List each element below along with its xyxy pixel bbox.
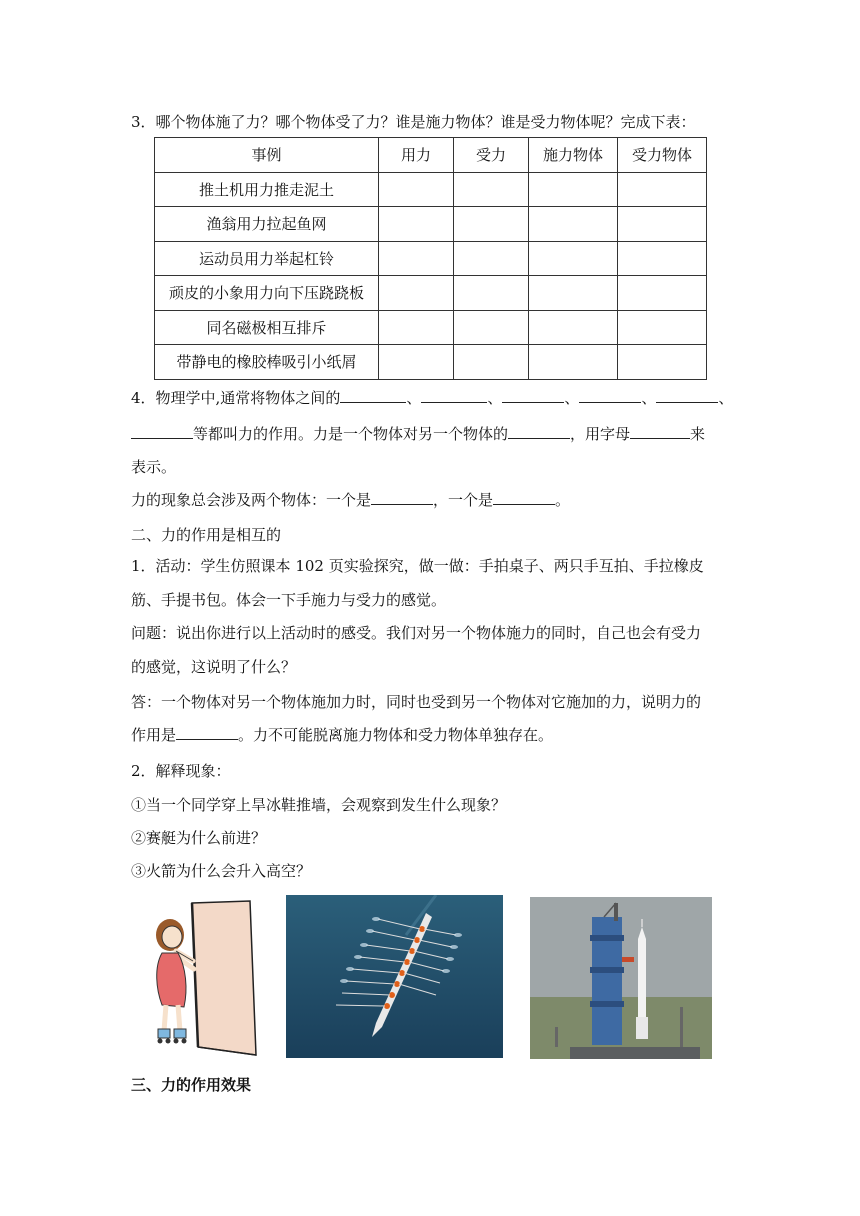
table-row xyxy=(155,241,707,276)
table-cell-example: 渔翁用力拉起鱼网 xyxy=(155,207,379,242)
table-cell-answer[interactable] xyxy=(454,241,529,276)
fill-blank[interactable] xyxy=(371,490,433,505)
table-cell-example: 带静电的橡胶棒吸引小纸屑 xyxy=(155,345,379,380)
fill-blank[interactable] xyxy=(421,388,487,403)
q4-text: 4．物理学中,通常将物体之间的 xyxy=(131,389,341,407)
table-cell-answer[interactable] xyxy=(529,172,618,207)
table-cell-answer[interactable] xyxy=(379,241,454,276)
separator: 、 xyxy=(641,389,657,407)
table-cell-answer[interactable] xyxy=(454,207,529,242)
table-cell-answer[interactable] xyxy=(379,172,454,207)
q4-line-3: 表示。 xyxy=(131,458,177,476)
table-row xyxy=(155,345,707,380)
answer-line-2 xyxy=(131,725,553,745)
table-cell-answer[interactable] xyxy=(529,207,618,242)
separator: 、 xyxy=(564,389,580,407)
fill-blank[interactable] xyxy=(131,424,193,439)
q4-text: 力的现象总会涉及两个物体：一个是 xyxy=(131,491,372,509)
table-cell-example: 顽皮的小象用力向下压跷跷板 xyxy=(155,276,379,311)
table-cell-example: 运动员用力举起杠铃 xyxy=(155,241,379,276)
q4-text: ，一个是 xyxy=(433,491,494,509)
table-header-cell: 事例 xyxy=(155,138,379,173)
answer-line-1: 答：一个物体对另一个物体施加力时，同时也受到另一个物体对它施加的力，说明力的 xyxy=(131,693,702,711)
table-header-row xyxy=(155,138,707,173)
table-cell-answer[interactable] xyxy=(379,207,454,242)
table-cell-answer[interactable] xyxy=(618,345,707,380)
question-line-1: 问题：说出你进行以上活动时的感受。我们对另一个物体施力的同时，自己也会有受力 xyxy=(131,624,702,642)
table-cell-answer[interactable] xyxy=(379,276,454,311)
q4-text: 来 xyxy=(690,425,706,443)
table-header-cell: 用力 xyxy=(379,138,454,173)
table-row xyxy=(155,310,707,345)
activity-line-1: 1．活动：学生仿照课本 102 页实验探究，做一做：手拍桌子、两只手互拍、手拉橡皮 xyxy=(131,557,704,575)
rocket-launch-tower-photo xyxy=(530,897,712,1059)
q4-line-2 xyxy=(131,424,705,444)
q4-text: ，用字母 xyxy=(570,425,631,443)
explain-item-3: ③火箭为什么会升入高空？ xyxy=(131,862,312,880)
separator: 、 xyxy=(406,389,422,407)
section3-title: 三、力的作用效果 xyxy=(131,1076,252,1094)
fill-blank[interactable] xyxy=(176,725,238,740)
explain-item-1: ①当一个同学穿上旱冰鞋推墙，会观察到发生什么现象？ xyxy=(131,796,507,814)
q4-text: 。 xyxy=(555,491,571,509)
explain-title: 2．解释现象： xyxy=(131,762,231,780)
fill-blank[interactable] xyxy=(493,490,555,505)
table-cell-answer[interactable] xyxy=(454,345,529,380)
answer-text: 。力不可能脱离施力物体和受力物体单独存在。 xyxy=(238,726,554,744)
table-cell-answer[interactable] xyxy=(618,310,707,345)
table-header-cell: 受力物体 xyxy=(618,138,707,173)
table-header-cell: 施力物体 xyxy=(529,138,618,173)
separator: 、 xyxy=(487,389,503,407)
table-cell-answer[interactable] xyxy=(618,276,707,311)
table-cell-answer[interactable] xyxy=(618,172,707,207)
activity-line-2: 筋、手提书包。体会一下手施力与受力的感觉。 xyxy=(131,591,447,609)
separator: 、 xyxy=(718,389,734,407)
answer-text: 作用是 xyxy=(131,726,177,744)
girl-pushing-wall-illustration xyxy=(148,897,260,1059)
table-cell-answer[interactable] xyxy=(454,310,529,345)
question-line-2: 的感觉，这说明了什么？ xyxy=(131,658,297,676)
table-cell-answer[interactable] xyxy=(379,310,454,345)
fill-blank[interactable] xyxy=(508,424,570,439)
table-cell-answer[interactable] xyxy=(618,241,707,276)
q3-table xyxy=(154,137,707,380)
table-cell-answer[interactable] xyxy=(454,276,529,311)
rowing-boat-photo xyxy=(286,895,503,1058)
table-cell-answer[interactable] xyxy=(529,310,618,345)
table-cell-example: 推土机用力推走泥土 xyxy=(155,172,379,207)
section2-title: 二、力的作用是相互的 xyxy=(131,526,282,544)
table-header-cell: 受力 xyxy=(454,138,529,173)
table-cell-answer[interactable] xyxy=(529,345,618,380)
q4-line-4 xyxy=(131,490,570,510)
fill-blank[interactable] xyxy=(502,388,564,403)
table-cell-answer[interactable] xyxy=(529,241,618,276)
table-row xyxy=(155,276,707,311)
explain-item-2: ②赛艇为什么前进？ xyxy=(131,829,267,847)
q3-prompt: 3．哪个物体施了力？哪个物体受了力？谁是施力物体？谁是受力物体呢？完成下表： xyxy=(131,113,696,131)
fill-blank[interactable] xyxy=(630,424,690,439)
table-cell-answer[interactable] xyxy=(454,172,529,207)
fill-blank[interactable] xyxy=(340,388,406,403)
fill-blank[interactable] xyxy=(656,388,718,403)
q4-text: 等都叫力的作用。力是一个物体对另一个物体的 xyxy=(193,425,509,443)
table-row xyxy=(155,172,707,207)
q4-line-1 xyxy=(131,388,733,408)
table-cell-answer[interactable] xyxy=(618,207,707,242)
table-cell-answer[interactable] xyxy=(379,345,454,380)
table-cell-example: 同名磁极相互排斥 xyxy=(155,310,379,345)
table-cell-answer[interactable] xyxy=(529,276,618,311)
table-row xyxy=(155,207,707,242)
fill-blank[interactable] xyxy=(579,388,641,403)
